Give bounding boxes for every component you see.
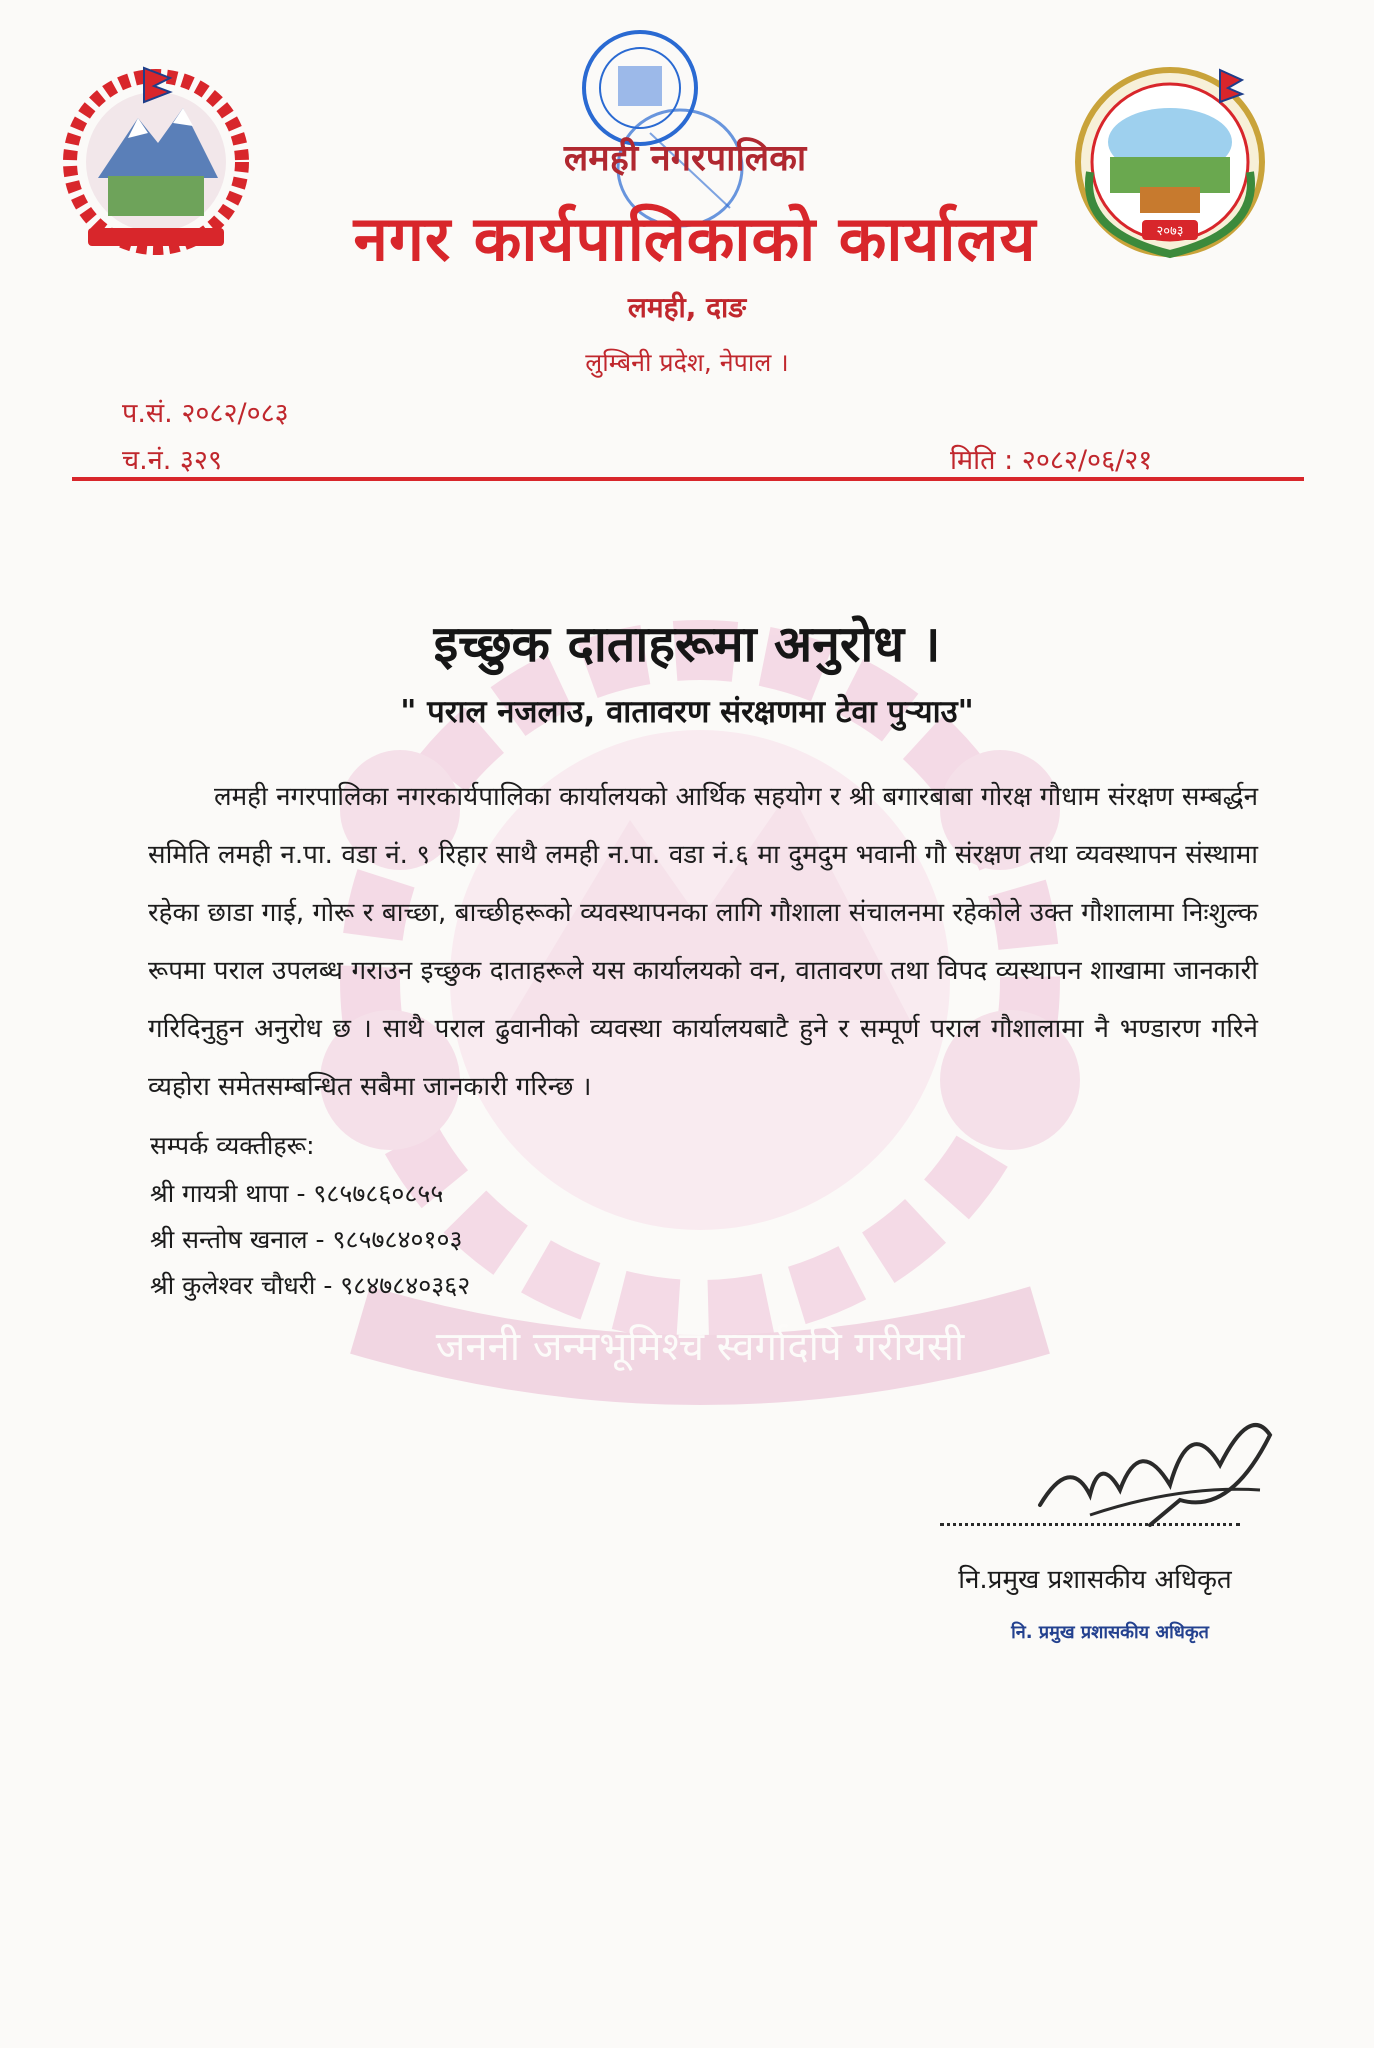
- office-title: नगर कार्यपालिकाको कार्यालय: [353, 202, 1037, 275]
- signature-line: [940, 1523, 1240, 1526]
- nepal-emblem-icon: [58, 58, 254, 258]
- notice-slogan: " पराल नजलाउ, वातावरण संरक्षणमा टेवा पुर्‍याउ": [400, 694, 974, 730]
- contact-person: श्री कुलेश्वर चौधरी - ९८४७८४०३६२: [150, 1271, 471, 1300]
- office-place: लमही, दाङ: [627, 291, 747, 324]
- watermark-motto: जननी जन्मभूमिश्च स्वर्गादपि गरीयसी: [435, 1324, 965, 1370]
- contact-person: श्री सन्तोष खनाल - ९८५७८४०१०३: [150, 1225, 463, 1254]
- signatory-title: नि.प्रमुख प्रशासकीय अधिकृत: [958, 1565, 1232, 1595]
- svg-text:२०७३: २०७३: [1156, 224, 1184, 239]
- reference-number: प.सं. २०८२/०८३: [122, 398, 289, 429]
- header-divider: [72, 477, 1304, 481]
- contact-person: श्री गायत्री थापा - ९८५७८६०८५५: [150, 1179, 444, 1208]
- office-province: लुम्बिनी प्रदेश, नेपाल ।: [585, 348, 789, 377]
- signature-icon: [1030, 1395, 1280, 1535]
- stamp-text: लमही नगरपालिका: [563, 138, 807, 179]
- letter-date: मिति : २०८२/०६/२१: [950, 445, 1153, 476]
- dispatch-number: च.नं. ३२९: [122, 445, 222, 476]
- notice-body: लमही नगरपालिका नगरकार्यपालिका कार्यालयको आर्थिक सहयोग र श्री बगारबाबा गोरक्ष गौधाम संरक्षण सम्बर्द्धन समिति लमही न.पा. वडा नं. ९ रिहार साथै लमही न.पा. वडा नं.६ मा दुमदुम भवानी गौ संरक्षण तथा व्यवस्थापन संस्थामा रहेका छाडा गाई, गोरू र बाच्छा, बाच्छीहरूको व्यवस्थापनका लागि गौशाला संचालनमा रहेकोले उक्त गौशालामा निःशुल्क रूपमा पराल उपलब्ध गराउन इच्छुक दाताहरूले यस कार्यालयको वन, वातावरण तथा विपद व्यस्थापन शाखामा जानकारी गरिदिनुहुन अनुरोध छ । साथै पराल ढुवानीको व्यवस्था कार्यालयबाटै हुने र सम्पूर्ण पराल गौशालामा नै भण्डारण गरिने व्यहोरा समेतसम्बन्धित सबैमा जानकारी गरिन्छ ।: [148, 782, 1258, 1102]
- contacts-title: सम्पर्क व्यक्तीहरू:: [150, 1131, 315, 1160]
- notice-heading: इच्छुक दाताहरूमा अनुरोध ।: [433, 615, 941, 673]
- signatory-stamp: नि. प्रमुख प्रशासकीय अधिकृत: [1011, 1622, 1209, 1643]
